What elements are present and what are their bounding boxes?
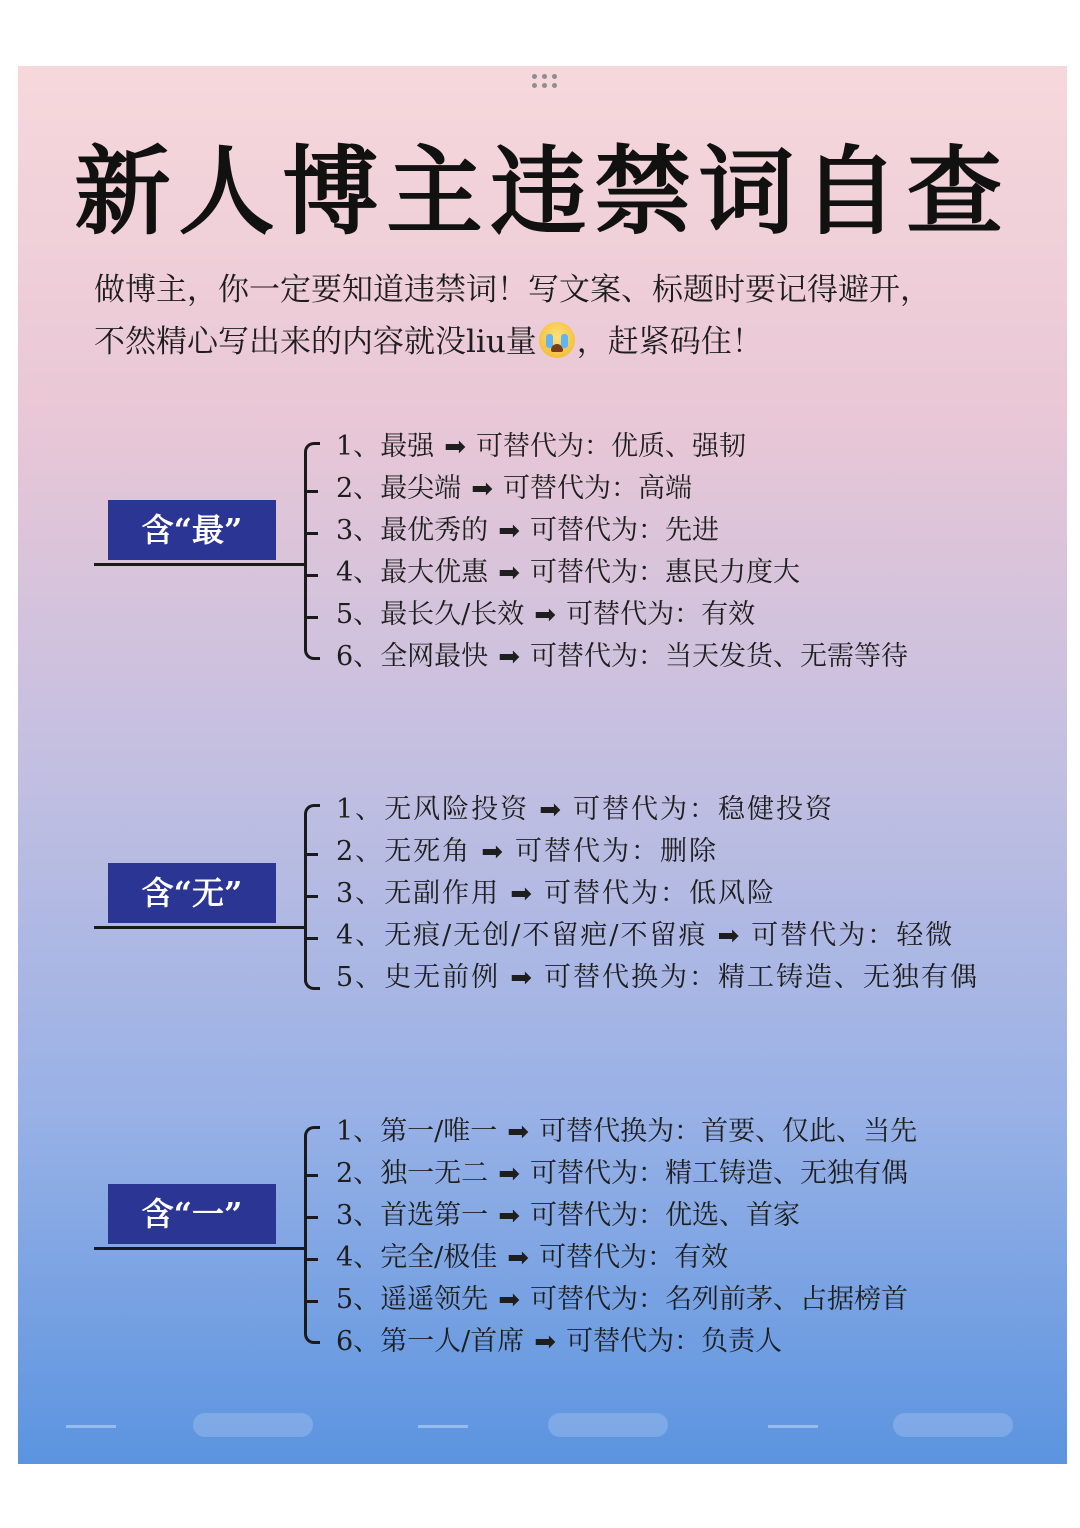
right-arrow-icon: ➡ (498, 1201, 520, 1231)
banned-word: 无副作用 (384, 878, 501, 909)
item-number: 1、 (336, 431, 381, 462)
banned-word: 最强 (380, 431, 435, 462)
brace-tick (304, 532, 318, 535)
group-tag: 含“无” (108, 863, 276, 923)
right-arrow-icon: ➡ (534, 1327, 557, 1357)
list-item (336, 636, 908, 678)
brace-line (304, 452, 307, 650)
brace-tick (304, 574, 318, 577)
right-arrow-icon: ➡ (498, 1285, 520, 1315)
right-arrow-icon: ➡ (471, 474, 493, 504)
brace-tick (304, 853, 318, 856)
right-arrow-icon: ➡ (507, 1243, 530, 1273)
list-item (336, 915, 954, 957)
brace-bottom (304, 1332, 320, 1344)
brace-line (304, 1136, 307, 1334)
replace-label: 可替代为： (529, 557, 665, 588)
item-number: 3、 (336, 515, 381, 546)
banned-word: 最尖端 (380, 473, 462, 504)
replace-label: 可替代为： (529, 1284, 665, 1315)
replace-label: 可替代为： (572, 794, 718, 825)
footer-blur (893, 1413, 1013, 1437)
brace-tick (304, 490, 318, 493)
drag-handle-icon[interactable] (530, 74, 560, 94)
replacement-words: 轻微 (896, 920, 955, 951)
item-number: 6、 (336, 641, 381, 672)
replacement-words: 首要、仅此、当先 (701, 1116, 918, 1147)
replacement-words: 删除 (659, 836, 718, 867)
banned-word: 第一/唯一 (380, 1116, 498, 1147)
banned-word: 最优秀的 (380, 515, 489, 546)
right-arrow-icon: ➡ (498, 642, 520, 672)
group-tag: 含“一” (108, 1184, 276, 1244)
footer-divider (418, 1425, 468, 1428)
item-number: 5、 (336, 962, 385, 993)
brace-tick (304, 1174, 318, 1177)
replace-label: 可替代为： (529, 1158, 665, 1189)
replacement-words: 当天发货、无需等待 (664, 641, 908, 672)
footer-divider (66, 1425, 116, 1428)
connector-line (94, 926, 306, 929)
right-arrow-icon: ➡ (539, 795, 563, 825)
banned-word: 独一无二 (380, 1158, 489, 1189)
replace-label: 可替代为： (539, 1242, 675, 1273)
right-arrow-icon: ➡ (444, 432, 466, 462)
intro-text (94, 264, 1014, 368)
replace-label: 可替代为： (529, 515, 665, 546)
right-arrow-icon: ➡ (534, 600, 557, 630)
item-number: 1、 (336, 794, 385, 825)
right-arrow-icon: ➡ (510, 963, 534, 993)
list-item (336, 957, 979, 999)
replace-label: 可替代为： (529, 641, 665, 672)
footer-divider (768, 1425, 818, 1428)
list-item (336, 831, 718, 873)
replace-label: 可替代换为： (543, 962, 718, 993)
brace-tick (304, 616, 318, 619)
brace-tick (304, 937, 318, 940)
list-item (336, 510, 719, 552)
brace-tick (304, 1216, 318, 1219)
right-arrow-icon: ➡ (510, 879, 534, 909)
list-item (336, 426, 746, 468)
post-card (18, 66, 1067, 1464)
banned-word: 最大优惠 (380, 557, 489, 588)
list-item (336, 873, 776, 915)
replace-label: 可替代为： (543, 878, 689, 909)
item-number: 3、 (336, 878, 385, 909)
list-item (336, 1111, 917, 1153)
list-item (336, 1321, 782, 1363)
replace-label: 可替代换为： (539, 1116, 702, 1147)
banned-word: 第一人/首席 (380, 1326, 525, 1357)
replacement-words: 优质、强韧 (610, 431, 746, 462)
replacement-words: 精工铸造、无独有偶 (717, 962, 979, 993)
item-number: 1、 (336, 1116, 381, 1147)
group-tag: 含“最” (108, 500, 276, 560)
replacement-words: 有效 (674, 1242, 729, 1273)
replace-label: 可替代为： (566, 599, 702, 630)
footer-blur (548, 1413, 668, 1437)
banned-word: 首选第一 (380, 1200, 489, 1231)
item-number: 6、 (336, 1326, 381, 1357)
replacement-words: 先进 (664, 515, 719, 546)
replacement-words: 稳健投资 (717, 794, 834, 825)
right-arrow-icon: ➡ (498, 516, 520, 546)
item-number: 2、 (336, 473, 381, 504)
banned-word: 最长久/长效 (380, 599, 525, 630)
banned-word: 全网最快 (380, 641, 489, 672)
replacement-words: 精工铸造、无独有偶 (664, 1158, 908, 1189)
replacement-words: 高端 (637, 473, 692, 504)
replacement-words: 名列前茅、占据榜首 (664, 1284, 908, 1315)
banned-word: 无风险投资 (384, 794, 530, 825)
list-item (336, 1195, 800, 1237)
list-item (336, 468, 692, 510)
replacement-words: 低风险 (688, 878, 776, 909)
list-item (336, 594, 755, 636)
list-item (336, 789, 834, 831)
item-number: 5、 (336, 599, 381, 630)
replacement-words: 优选、首家 (664, 1200, 800, 1231)
banned-word: 史无前例 (384, 962, 501, 993)
brace-tick (304, 1258, 318, 1261)
footer-blur (193, 1413, 313, 1437)
replace-label: 可替代为： (751, 920, 897, 951)
list-item (336, 1279, 908, 1321)
right-arrow-icon: ➡ (507, 1117, 530, 1147)
intro-line-1: 做博主，你一定要知道违禁词！写文案、标题时要记得避开， (94, 272, 931, 308)
item-number: 4、 (336, 1242, 381, 1273)
item-number: 2、 (336, 1158, 381, 1189)
brace-bottom (304, 978, 320, 990)
replace-label: 可替代为： (529, 1200, 665, 1231)
brace-bottom (304, 648, 320, 660)
page-title: 新人博主违禁词自查 (74, 136, 1011, 248)
brace-tick (304, 895, 318, 898)
replacement-words: 有效 (701, 599, 756, 630)
connector-line (94, 1247, 306, 1250)
replace-label: 可替代为： (514, 836, 660, 867)
right-arrow-icon: ➡ (717, 921, 742, 951)
replace-label: 可替代为： (566, 1326, 702, 1357)
replace-label: 可替代为： (475, 431, 611, 462)
intro-line-2-start: 不然精心写出来的内容就没liu量 (94, 324, 537, 360)
intro-line-2-end: ，赶紧码住！ (576, 324, 763, 360)
intro-line-2 (94, 316, 1014, 368)
item-number: 4、 (336, 557, 381, 588)
list-item (336, 1237, 728, 1279)
item-number: 4、 (336, 920, 385, 951)
banned-word: 无死角 (384, 836, 472, 867)
replacement-words: 惠民力度大 (664, 557, 800, 588)
list-item (336, 552, 800, 594)
replacement-words: 负责人 (701, 1326, 783, 1357)
brace-tick (304, 1300, 318, 1303)
replace-label: 可替代为： (502, 473, 638, 504)
list-item (336, 1153, 908, 1195)
right-arrow-icon: ➡ (498, 558, 520, 588)
banned-word: 遥遥领先 (380, 1284, 489, 1315)
crying-face-icon (539, 322, 575, 358)
right-arrow-icon: ➡ (481, 837, 505, 867)
banned-word: 完全/极佳 (380, 1242, 498, 1273)
connector-line (94, 563, 306, 566)
brace-line (304, 814, 307, 982)
item-number: 2、 (336, 836, 385, 867)
item-number: 5、 (336, 1284, 381, 1315)
item-number: 3、 (336, 1200, 381, 1231)
banned-word: 无痕/无创/不留疤/不留痕 (384, 920, 708, 951)
faded-footer (18, 1411, 1067, 1441)
right-arrow-icon: ➡ (498, 1159, 520, 1189)
